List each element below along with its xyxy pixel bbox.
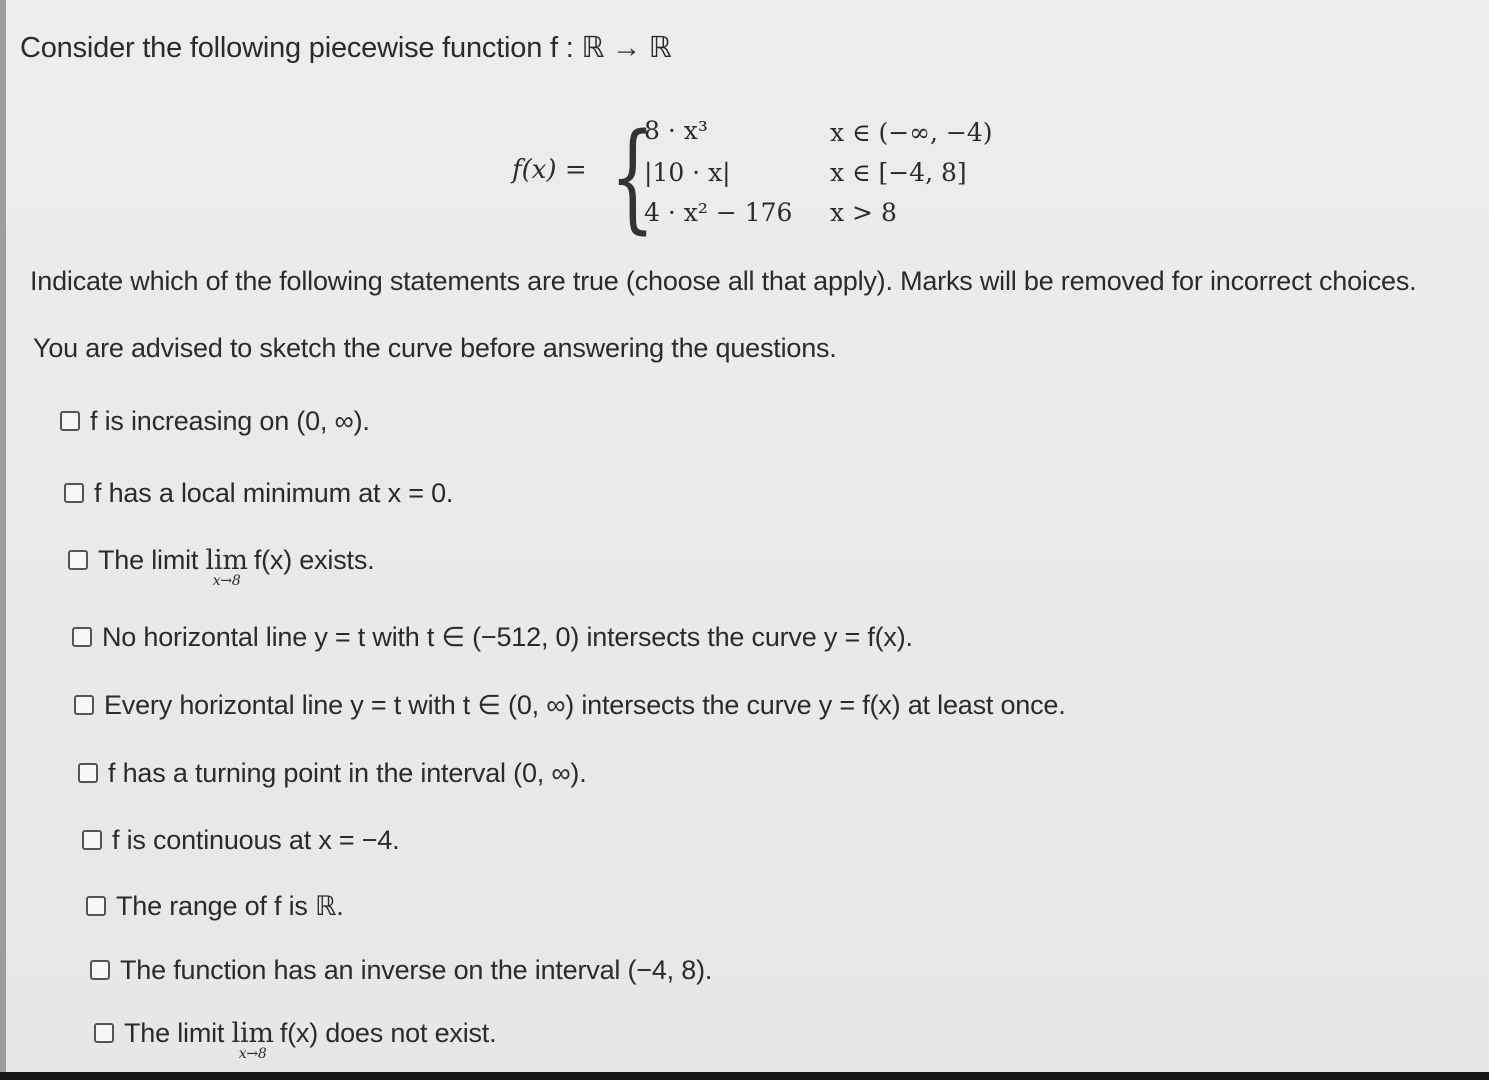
option-10-checkbox[interactable]	[94, 1023, 114, 1043]
case-2-expression: |10 · x|	[644, 158, 731, 187]
piecewise-definition	[512, 107, 1032, 245]
advice-text: You are advised to sketch the curve before answering the questions.	[33, 333, 837, 363]
option-9-label: The function has an inverse on the interval (−4, 8).	[120, 955, 713, 985]
option-8-label: The range of f is ℝ.	[116, 891, 344, 921]
option-7-checkbox[interactable]	[82, 830, 102, 850]
option-4-label: No horizontal line y = t with t ∈ (−512, 0) intersects the curve y = f(x).	[102, 622, 913, 652]
case-3-condition: x > 8	[830, 198, 897, 227]
function-lhs: f(x) =	[512, 155, 587, 185]
option-3-limit	[205, 545, 248, 589]
option-5-label: Every horizontal line y = t with t ∈ (0, ∞) intersects the curve y = f(x) at least once.	[104, 690, 1066, 720]
option-3-limit-symbol: lim	[205, 545, 248, 576]
option-2[interactable]	[64, 478, 453, 509]
option-5-checkbox[interactable]	[74, 695, 94, 715]
option-6-checkbox[interactable]	[78, 763, 98, 783]
option-8[interactable]	[86, 891, 344, 922]
option-1-label: f is increasing on (0, ∞).	[90, 406, 370, 436]
option-3-label-post: f(x) exists.	[253, 545, 375, 575]
case-2-condition: x ∈ [−4, 8]	[830, 158, 967, 187]
option-3-checkbox[interactable]	[68, 550, 88, 570]
case-1-condition: x ∈ (−∞, −4)	[830, 118, 993, 147]
option-6-label: f has a turning point in the interval (0, ∞).	[108, 758, 587, 788]
option-4[interactable]	[72, 622, 913, 653]
option-3-label-pre: The limit	[98, 545, 199, 575]
left-brace: {	[610, 107, 656, 245]
option-8-checkbox[interactable]	[86, 896, 106, 916]
case-3-expression: 4 · x² − 176	[644, 198, 793, 227]
option-5[interactable]	[74, 690, 1066, 721]
option-7[interactable]	[82, 825, 399, 856]
option-10-label-pre: The limit	[124, 1018, 225, 1048]
option-10-limit	[231, 1018, 274, 1062]
option-9-checkbox[interactable]	[90, 960, 110, 980]
case-1-expression: 8 · x³	[644, 116, 708, 145]
option-4-checkbox[interactable]	[72, 627, 92, 647]
option-10-limit-symbol: lim	[231, 1018, 274, 1049]
option-2-label: f has a local minimum at x = 0.	[94, 478, 454, 508]
instructions-text: Indicate which of the following statements are true (choose all that apply). Marks will be removed for incorrect choices.	[30, 266, 1417, 296]
option-1-checkbox[interactable]	[60, 411, 80, 431]
option-6[interactable]	[78, 758, 587, 789]
option-10[interactable]	[94, 1018, 497, 1062]
option-1[interactable]	[60, 406, 370, 437]
screen-bottom-edge	[0, 1072, 1489, 1080]
option-7-label: f is continuous at x = −4.	[112, 825, 400, 855]
option-9[interactable]	[90, 955, 712, 986]
option-3-limit-sub: x→8	[212, 573, 241, 589]
option-3[interactable]	[68, 545, 375, 589]
option-2-checkbox[interactable]	[64, 483, 84, 503]
question-intro: Consider the following piecewise function f : ℝ → ℝ	[20, 32, 672, 64]
option-10-limit-sub: x→8	[238, 1046, 267, 1062]
option-10-label-post: f(x) does not exist.	[279, 1018, 497, 1048]
